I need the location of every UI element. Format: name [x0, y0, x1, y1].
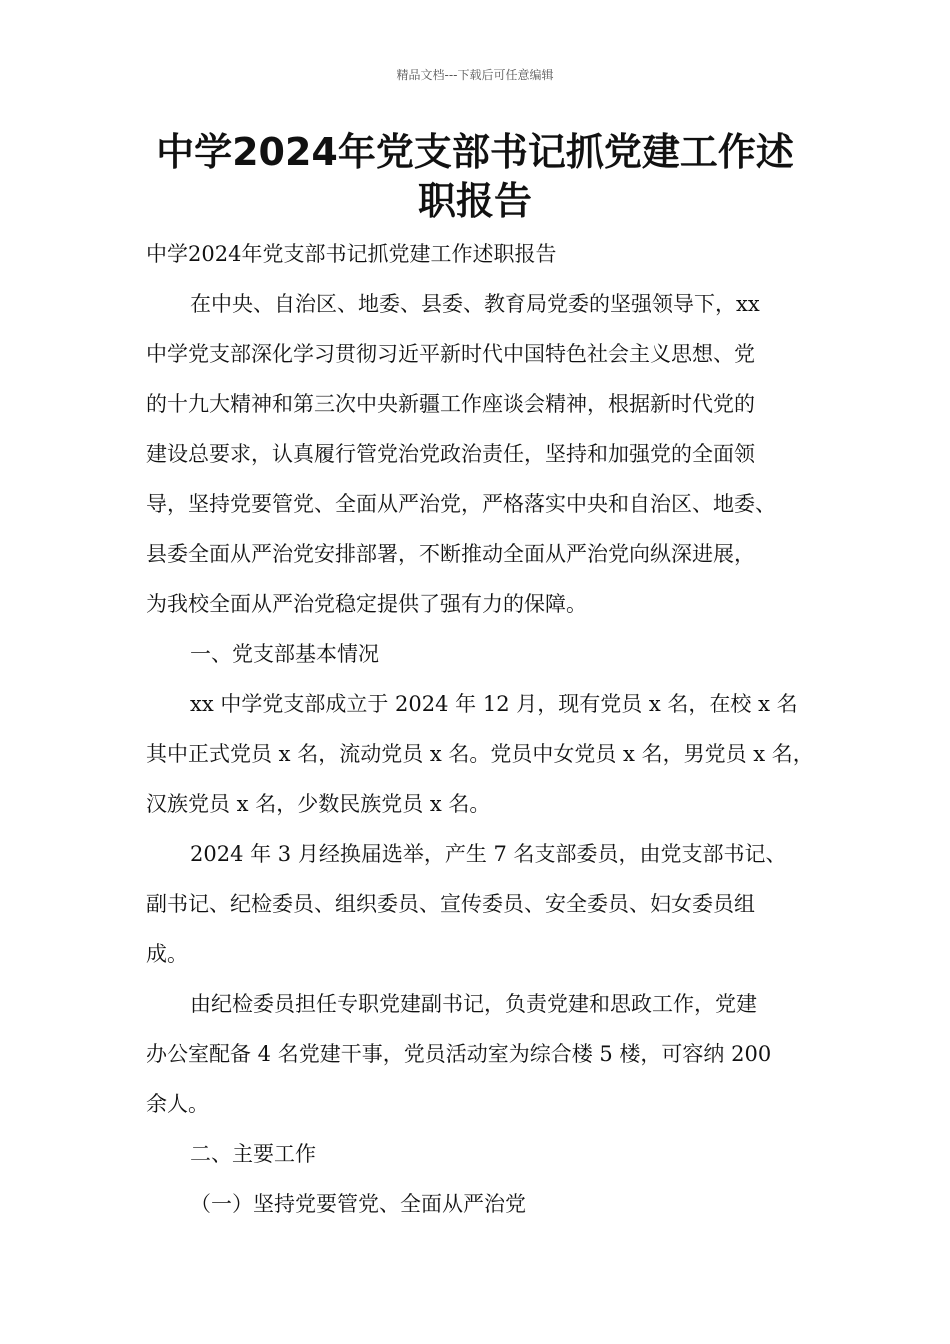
paragraph-line: 为我校全面从严治党稳定提供了强有力的保障。 — [146, 592, 587, 616]
paragraph-line: 2024 年 3 月经换届选举，产生 7 名支部委员，由党支部书记、 — [190, 842, 787, 866]
title-line-1: 中学2024年党支部书记抓党建工作述 — [156, 130, 794, 174]
document-title — [120, 128, 830, 226]
paragraph-line: 在中央、自治区、地委、县委、教育局党委的坚强领导下，xx — [190, 292, 760, 316]
subsection-heading: （一）坚持党要管党、全面从严治党 — [190, 1192, 526, 1216]
paragraph-line: 成。 — [146, 942, 188, 966]
title-line-2: 职报告 — [417, 179, 532, 223]
paragraph-line: 汉族党员 x 名，少数民族党员 x 名。 — [146, 792, 491, 816]
section-heading: 一、党支部基本情况 — [190, 642, 379, 666]
paragraph-line: 县委全面从严治党安排部署，不断推动全面从严治党向纵深进展， — [146, 542, 755, 566]
subtitle-line: 中学2024年党支部书记抓党建工作述职报告 — [146, 242, 557, 266]
paragraph-line: 由纪检委员担任专职党建副书记，负责党建和思政工作，党建 — [190, 992, 757, 1016]
paragraph-line: 副书记、纪检委员、组织委员、宣传委员、安全委员、妇女委员组 — [146, 892, 755, 916]
header-note: 精品文档---下载后可任意编辑 — [396, 68, 554, 82]
paragraph-line: 其中正式党员 x 名，流动党员 x 名。党员中女党员 x 名，男党员 x 名， — [146, 742, 814, 766]
paragraph-line: 导，坚持党要管党、全面从严治党，严格落实中央和自治区、地委、 — [146, 492, 776, 516]
paragraph-line: 建设总要求，认真履行管党治党政治责任，坚持和加强党的全面领 — [146, 442, 755, 466]
paragraph-line: xx 中学党支部成立于 2024 年 12 月，现有党员 x 名，在校 x 名 — [190, 692, 798, 716]
paragraph-line: 的十九大精神和第三次中央新疆工作座谈会精神，根据新时代党的 — [146, 392, 755, 416]
paragraph-line: 办公室配备 4 名党建干事，党员活动室为综合楼 5 楼，可容纳 200 — [146, 1042, 772, 1066]
paragraph-line: 中学党支部深化学习贯彻习近平新时代中国特色社会主义思想、党 — [146, 342, 755, 366]
paragraph-line: 余人。 — [146, 1092, 209, 1116]
document-body — [146, 229, 826, 1229]
section-heading: 二、主要工作 — [190, 1142, 316, 1166]
